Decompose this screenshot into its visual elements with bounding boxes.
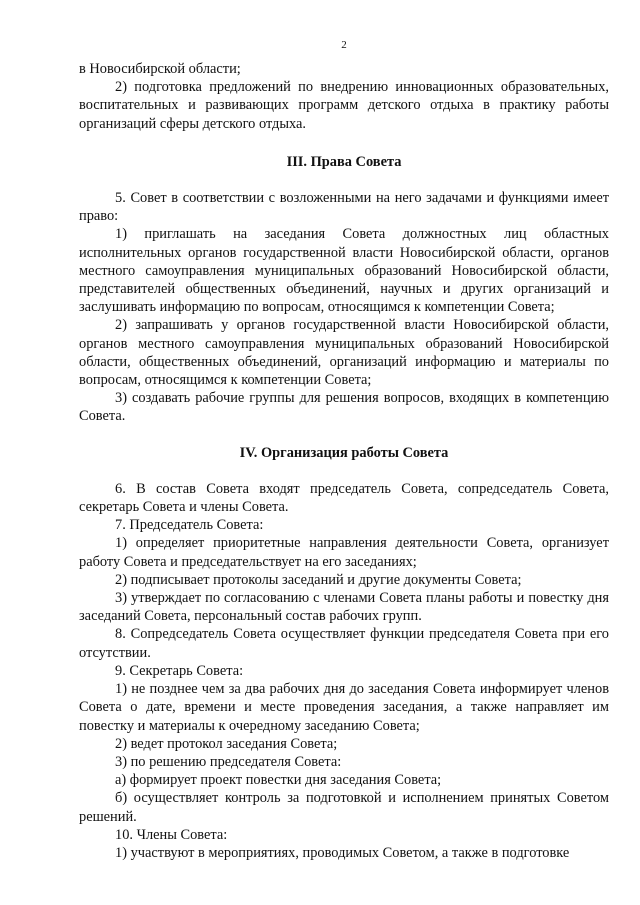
paragraph: 1) не позднее чем за два рабочих дня до заседания Совета информирует членов Совета о дате, времени и месте проведения заседания, а также направляет им повестку и материалы к очередному заседанию Совета; <box>79 681 609 734</box>
paragraph: 2) запрашивать у органов государственной власти Новосибирской области, органов местного самоуправления муниципальных образований Новосибирской области, общественных объединений, организаций информацию и материалы по вопросам, относящимся к компетенции Совета; <box>79 317 609 389</box>
paragraph: 9. Секретарь Совета: <box>115 662 244 679</box>
paragraph: а) формирует проект повестки дня заседания Совета; <box>115 772 442 789</box>
paragraph: 7. Председатель Совета: <box>115 517 264 534</box>
paragraph: 3) создавать рабочие группы для решения вопросов, входящих в компетенцию Совета. <box>79 390 609 425</box>
paragraph: 2) подписывает протоколы заседаний и другие документы Совета; <box>115 571 522 588</box>
paragraph: 1) приглашать на заседания Совета должностных лиц областных исполнительных органов государственной власти Новосибирской области, органов местного самоуправления муниципальных образований Новосибирской области, представителей общественных объединений, научных и других организаций и заслушивать информацию по вопросам, относящимся к компетенции Совета; <box>79 226 609 316</box>
paragraph: 3) утверждает по согласованию с членами Совета планы работы и повестку дня заседаний Совета, персональный состав рабочих групп. <box>79 590 609 625</box>
section-heading-rights: III. Права Совета <box>286 153 402 170</box>
paragraph: 5. Совет в соответствии с возложенными на него задачами и функциями имеет право: <box>79 190 609 225</box>
paragraph: 3) по решению председателя Совета: <box>115 753 342 770</box>
paragraph: 1) определяет приоритетные направления деятельности Совета, организует работу Совета и председательствует на его заседаниях; <box>79 535 609 570</box>
paragraph: 2) ведет протокол заседания Совета; <box>115 735 338 752</box>
paragraph: б) осуществляет контроль за подготовкой и исполнением принятых Советом решений. <box>79 790 609 825</box>
paragraph: 2) подготовка предложений по внедрению инновационных образовательных, воспитательных и развивающих программ детского отдыха в практику работы организаций сферы детского отдыха. <box>79 79 609 132</box>
paragraph: в Новосибирской области; <box>79 61 241 77</box>
page-number: 2 <box>341 39 347 51</box>
paragraph: 8. Сопредседатель Совета осуществляет функции председателя Совета при его отсутствии. <box>79 626 609 661</box>
section-heading-organization: IV. Организация работы Совета <box>239 444 449 461</box>
paragraph: 10. Члены Совета: <box>115 826 228 843</box>
document-body <box>79 60 609 862</box>
paragraph: 6. В состав Совета входят председатель Совета, сопредседатель Совета, секретарь Совета и члены Совета. <box>79 480 609 516</box>
paragraph: 1) участвуют в мероприятиях, проводимых Советом, а также в подготовке <box>115 844 570 861</box>
